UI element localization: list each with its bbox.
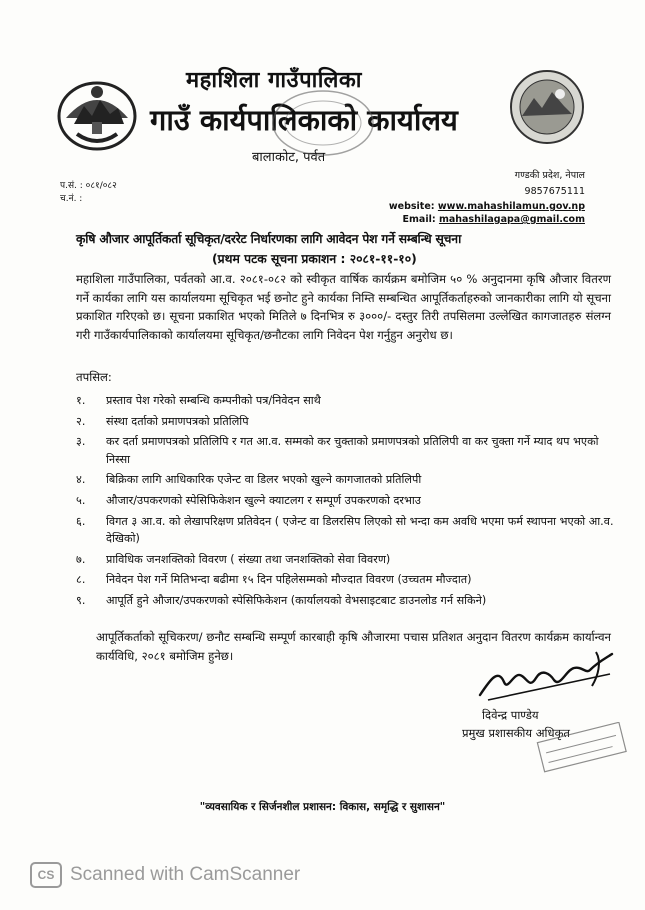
municipality-seal <box>508 68 586 146</box>
notice-body: महाशिला गाउँपालिका, पर्वतको आ.व. २०८१-०८२ को स्वीकृत वार्षिक कार्यक्रम बमोजिम ५० % अनुदानमा कृषि औजार वितरण गर्ने कार्यका लागि यस कार्यालयमा सूचिकृत भई छनोट हुने कार्यका निम्ति सम्बन्धित आपूर्तिकर्ताहरुको जानकारीका लागि यो सूचना प्रकाशित गरिएको छ। सूचना प्रकाशित भएको मितिले ७ दिनभित्र रु ३०००/- दस्तुर तिरी तपसिलमा उल्लेखित कागजातहरु संलग्न गरी गाउँकार्यपालिकाको कार्यालयमा सूचिकृत/छनौटका लागि निवेदन पेश गर्नुहुन अनुरोध छ। <box>76 272 611 342</box>
list-item <box>76 571 616 589</box>
list-item <box>76 433 616 468</box>
list-item-text: प्राविधिक जनशक्तिको विवरण ( संख्या तथा जनशक्तिको सेवा विवरण) <box>106 552 391 566</box>
office-stamp <box>268 86 378 160</box>
list-item <box>76 392 616 410</box>
watermark-text: Scanned with CamScanner <box>70 864 301 885</box>
email-link[interactable]: mahashilagapa@gmail.com <box>438 214 585 225</box>
list-item-number: २. <box>76 414 86 428</box>
list-item-number: ६. <box>76 514 86 528</box>
details-heading: तपसिल: <box>76 370 112 384</box>
chalani-number: च.नं. : <box>60 194 83 204</box>
list-item-number: ९. <box>76 593 86 607</box>
province-label: गण्डकी प्रदेश, नेपाल <box>514 170 585 181</box>
signer-name: दिवेन्द्र पाण्डेय <box>482 708 539 722</box>
camscanner-watermark <box>30 862 300 888</box>
list-item-text: बिक्रिका लागि आधिकारिक एजेन्ट वा डिलर भएको खुल्ने कागजातको प्रतिलिपी <box>106 473 422 487</box>
notice-title: कृषि औजार आपूर्तिकर्ता सूचिकृत/दररेट निर्धारणका लागि आवेदन पेश गर्ने सम्बन्धि सूचना <box>76 232 462 246</box>
officer-stamp <box>532 722 632 774</box>
signer-title: प्रमुख प्रशासकीय अधिकृत <box>462 726 570 740</box>
list-item-text: निवेदन पेश गर्ने मितिभन्दा बढीमा १५ दिन पहिलेसम्मको मौज्दात विवरण (उच्चतम मौज्दात) <box>106 573 472 587</box>
list-item <box>76 513 616 548</box>
office-name: गाउँ कार्यपालिकाको कार्यालय <box>150 103 458 137</box>
notice-subtitle: (प्रथम पटक सूचना प्रकाशन : २०८१-११-१०) <box>212 252 417 266</box>
list-item-text: आपूर्ति हुने औजार/उपकरणको स्पेसिफिकेशन (कार्यालयको वेभसाइटबाट डाउनलोड गर्न सकिने) <box>106 593 487 607</box>
handwritten-signature <box>470 640 620 710</box>
list-item-text: कर दर्ता प्रमाणपत्रको प्रतिलिपि र गत आ.व. सम्मको कर चुक्ताको प्रमाणपत्रको प्रतिलिपी वा कर चुक्ता गर्ने म्याद थप भएको निस्सा <box>106 435 599 466</box>
camscanner-logo-icon: CS <box>30 862 62 888</box>
list-item-number: ४. <box>76 473 86 487</box>
phone-number: 9857675111 <box>524 186 585 197</box>
list-item-number: ५. <box>76 493 86 507</box>
list-item-number: ३. <box>76 435 86 449</box>
office-address: बालाकोट, पर्वत <box>252 150 326 165</box>
list-item <box>76 592 616 610</box>
list-item-number: ७. <box>76 552 86 566</box>
list-item-text: संस्था दर्ताको प्रमाणपत्रको प्रतिलिपि <box>106 414 249 428</box>
website-label: website: <box>388 201 435 212</box>
list-item <box>76 471 616 489</box>
list-item-text: प्रस्ताव पेश गरेको सम्बन्धि कम्पनीको पत्र/निवेदन साथै <box>106 394 321 407</box>
website-line <box>389 201 585 212</box>
patra-sankhya: प.सं. : ०८१/०८२ <box>60 181 117 191</box>
list-item-text: विगत ३ आ.व. को लेखापरिक्षण प्रतिवेदन ( एजेन्ट वा डिलरसिप लिएको सो भन्दा कम अवधि भएमा फर्म स्थापना भएको आ.व. देखिको) <box>106 514 614 546</box>
list-item-number: १. <box>76 394 86 407</box>
website-link[interactable]: www.mahashilamun.gov.np <box>437 201 585 212</box>
closing-paragraph: आपूर्तिकर्ताको सूचिकरण/ छनौट सम्बन्धि सम्पूर्ण कारबाही कृषि औजारमा पचास प्रतिशत अनुदान वितरण कार्यक्रम कार्यान्वन कार्यविधि, २०८१ बमोजिम हुनेछ। <box>96 630 611 663</box>
list-item <box>76 492 616 510</box>
government-emblem <box>52 72 142 152</box>
email-label: Email: <box>402 214 436 225</box>
list-item <box>76 551 616 569</box>
municipality-name: महाशिला गाउँपालिका <box>186 67 363 93</box>
requirements-list <box>76 392 616 613</box>
email-line <box>403 214 585 225</box>
office-motto: "व्यवसायिक र सिर्जनशील प्रशासन: विकास, समृद्धि र सुशासन" <box>199 801 446 813</box>
list-item <box>76 413 616 431</box>
list-item-text: औजार/उपकरणको स्पेसिफिकेशन खुल्ने क्याटलग र सम्पूर्ण उपकरणको दरभाउ <box>106 493 421 507</box>
list-item-number: ८. <box>76 573 86 587</box>
